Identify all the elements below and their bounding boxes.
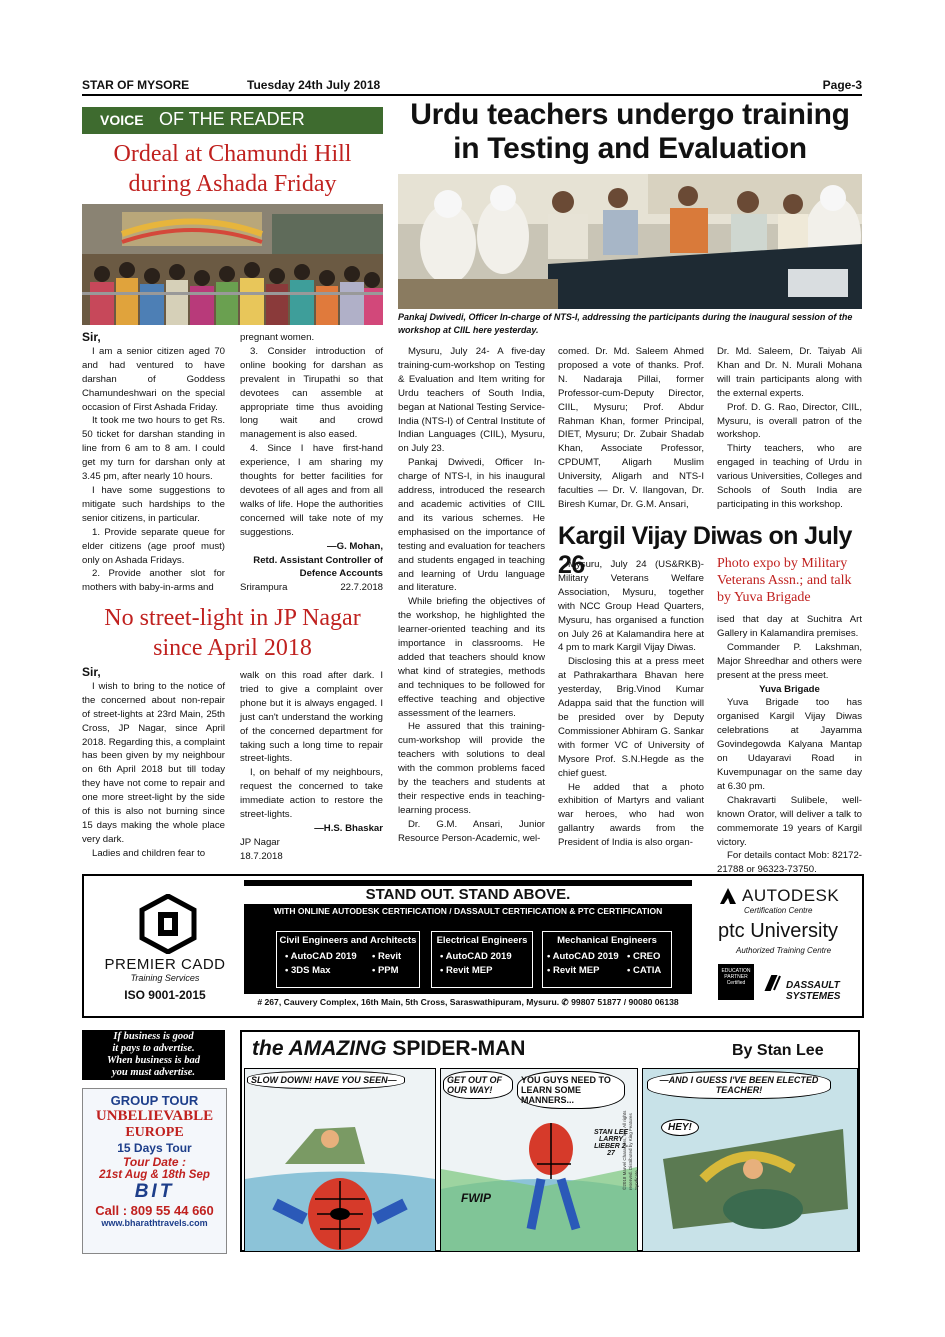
comic-title-pre: the bbox=[252, 1037, 289, 1060]
premier-cadd-logo-icon bbox=[138, 894, 198, 954]
comic-title-mid: AMAZING bbox=[288, 1037, 387, 1060]
comic-title bbox=[252, 1037, 525, 1061]
kargil-paragraph: Chakravarti Sulibele, well-known Orator, will deliver a talk to commemorate 19 years of Kargil victory. bbox=[717, 794, 862, 848]
letter2-headline bbox=[82, 603, 383, 663]
workshop-photo bbox=[398, 174, 862, 309]
autodesk-sublabel: Certification Centre bbox=[744, 906, 813, 915]
dassault-logo-icon bbox=[764, 974, 782, 992]
course-box-title: Electrical Engineers bbox=[436, 935, 528, 946]
letter1-signature-title: Defence Accounts bbox=[299, 568, 383, 580]
tour-phone: Call : 809 55 44 660 bbox=[95, 1203, 214, 1218]
kargil-paragraph: For details contact Mob: 82172-21788 or 96323-73750. bbox=[717, 850, 862, 876]
course-item: • Revit MEP bbox=[547, 965, 600, 976]
comic-panel-1 bbox=[244, 1068, 436, 1252]
course-box-civil bbox=[276, 931, 420, 988]
comic-bubble-1: SLOW DOWN! HAVE YOU SEEN— bbox=[247, 1071, 405, 1089]
slogan-line: it pays to advertise. bbox=[112, 1043, 195, 1054]
tour-line1: GROUP TOUR bbox=[110, 1093, 199, 1108]
tour-line4: 15 Days Tour bbox=[117, 1141, 192, 1155]
kargil-col1 bbox=[558, 558, 704, 850]
dassault-label: DASSAULT SYSTEMES bbox=[786, 980, 841, 1002]
course-item: • 3DS Max bbox=[285, 965, 331, 976]
letter2-paragraph: walk on this road after dark. I tried to give a complaint over phone but it is always engaged. I just can't understand the working of the concerned department for taking such a long time to repair street-lights. bbox=[240, 670, 383, 765]
letter2-headline-line2: since April 2018 bbox=[153, 635, 312, 661]
comic-panel-2 bbox=[440, 1068, 638, 1252]
premier-cadd-ad bbox=[82, 874, 864, 1018]
kargil-paragraph: ised that day at Suchitra Art Gallery in Kalamandira premises. bbox=[717, 614, 862, 639]
tour-line5: Tour Date : bbox=[123, 1155, 186, 1169]
tour-line6: 21st Aug & 18th Sep bbox=[99, 1169, 210, 1181]
tour-line3: EUROPE bbox=[125, 1125, 184, 1140]
urdu-paragraph: While briefing the objectives of the workshop, he highlighted the learner-oriented teaching and its importance in classrooms. He added that teachers should know what kind of strategies, methods and techniques to be followed for effective teaching and objective assessment of the learners. bbox=[398, 596, 545, 719]
letter2-col1 bbox=[82, 666, 225, 861]
comic-panel-3 bbox=[642, 1068, 858, 1252]
issue-date: Tuesday 24th July 2018 bbox=[247, 78, 381, 92]
urdu-paragraph: Dr. Md. Saleem, Dr. Taiyab Ali Khan and Dr. N. Murali Mohana will train participants along with the external experts. bbox=[717, 346, 862, 399]
kargil-subheadline-line: by Yuva Brigade bbox=[717, 590, 811, 605]
kargil-paragraph: Commander P. Lakshman, Major Shreedhar and others were present at the press meet. bbox=[717, 641, 862, 681]
autodesk-label: AUTODESK bbox=[742, 886, 840, 905]
letter2-signature-place: JP Nagar bbox=[240, 836, 280, 848]
voice-label: VOICE bbox=[100, 112, 144, 128]
autodesk-logo-icon bbox=[718, 886, 738, 906]
urdu-col1 bbox=[398, 345, 545, 846]
slogan-line: If business is good bbox=[113, 1031, 194, 1042]
letter1-paragraph: pregnant women. bbox=[240, 332, 315, 343]
premier-cadd-address: # 267, Cauvery Complex, 16th Main, 5th Cross, Saraswathipuram, Mysuru. ✆ 99807 51877 / 90080 06138 bbox=[244, 994, 692, 1010]
letter2-paragraph: I, on behalf of my neighbours, request the concerned to take immediate action to restore the street-lights. bbox=[240, 767, 383, 821]
letter1-col2 bbox=[240, 331, 383, 595]
comic-bubble-2a: GET OUT OF OUR WAY! bbox=[443, 1071, 513, 1099]
kargil-subhead: Yuva Brigade bbox=[759, 683, 820, 695]
urdu-paragraph: Pankaj Dwivedi, Officer In-charge of NTS-I, in his inaugural address, introduced the research and academic activities of CIIL and its various schemes. He emphasised on the importance of testing and evaluation for teachers and students engaged in teaching and learning of Urdu language and literature. bbox=[398, 457, 545, 594]
urdu-col3 bbox=[717, 345, 862, 512]
letter2-paragraph: Ladies and children fear to bbox=[92, 847, 206, 859]
letter1-paragraph: 4. Since I have first-hand experience, I am sharing my thoughts for better facilities for devotees of all ages and from all walks of life. Hope the authorities concerned will take note of my suggestions. bbox=[240, 443, 383, 538]
kargil-subheadline bbox=[717, 555, 862, 606]
europe-tour-ad bbox=[82, 1088, 227, 1254]
urdu-headline-line1: Urdu teachers undergo training bbox=[410, 98, 850, 131]
tour-logo: BIT bbox=[134, 1181, 175, 1202]
urdu-headline bbox=[398, 98, 862, 166]
voice-subtitle: OF THE READER bbox=[159, 109, 305, 129]
kargil-paragraph: Disclosing this at a press meet at Pathrakarthara Bhavan here yesterday, Brig.Vinod Kumar Adappa said that the function will be presided over by Deputy Commissioner Abhiram G. Sankar with former VC of University of Mysore Prof. S.N.Hegde as the chief guest. bbox=[558, 656, 704, 779]
letter1-headline bbox=[82, 139, 383, 199]
kargil-paragraph: He added that a photo exhibition of Martyrs and valiant war heroes, who had won gallantry awards from the President of India is also organ- bbox=[558, 781, 704, 849]
kargil-subheadline-line: Photo expo by Military bbox=[717, 556, 848, 571]
urdu-paragraph: He assured that this training-cum-workshop will provide the teachers with solutions to deal with the common problems faced by the teachers and students at their respective ends in teaching-learning process. bbox=[398, 721, 545, 816]
comic-byline: By Stan Lee bbox=[732, 1042, 824, 1059]
letter1-signature-date: 22.7.2018 bbox=[340, 582, 383, 594]
page-number: Page-3 bbox=[822, 78, 862, 92]
tour-website[interactable]: www.bharathtravels.com bbox=[101, 1218, 208, 1228]
letter2-col2 bbox=[240, 669, 383, 864]
letter1-signature-name: —G. Mohan, bbox=[327, 540, 383, 552]
urdu-col2 bbox=[558, 345, 704, 512]
urdu-paragraph: Prof. D. G. Rao, Director, CIIL, Mysuru, is overall patron of the workshop. bbox=[717, 401, 862, 441]
letter1-col1 bbox=[82, 331, 225, 595]
letter1-paragraph: 1. Provide separate queue for elder citizens (age proof must) only on Ashada Fridays. bbox=[82, 526, 225, 566]
workshop-photo-caption: Pankaj Dwivedi, Officer In-charge of NTS-I, addressing the participants during the inaugural session of the workshop at CIIL here yesterday. bbox=[398, 312, 853, 335]
letter1-signature-place: Srirampura bbox=[240, 582, 288, 594]
urdu-paragraph: Mysuru, July 24- A five-day training-cum-workshop on Testing & Evaluation and Item writing for Urdu teachers of South India, began at National Testing Service-India (NTS-I) of Central Institute of Indian Languages (CIIL), Mysuru, on July 23. bbox=[398, 346, 545, 455]
slogan-line: When business is bad bbox=[106, 1055, 201, 1066]
course-box-mechanical bbox=[542, 931, 672, 988]
comic-title-post: SPIDER-MAN bbox=[386, 1037, 526, 1060]
comic-bubble-3: —AND I GUESS I'VE BEEN ELECTED TEACHER! bbox=[647, 1071, 831, 1099]
letter2-salutation: Sir, bbox=[82, 665, 101, 679]
comic-signature: STAN LEE LARRY LIEBER 2-27 bbox=[593, 1129, 629, 1157]
letter1-paragraph: I have some suggestions to mitigate such hardships to the senior citizens, in particular. bbox=[82, 484, 225, 524]
premier-cadd-tagline: Training Services bbox=[130, 973, 200, 983]
course-item: • AutoCAD 2019 bbox=[547, 951, 619, 962]
spiderman-comic bbox=[240, 1030, 860, 1252]
course-box-title: Civil Engineers and Architects bbox=[279, 935, 417, 946]
voice-banner bbox=[82, 107, 383, 134]
paper-name: STAR OF MYSORE bbox=[82, 78, 190, 92]
letter1-paragraph: I am a senior citizen aged 70 and had ventured to have darshan of Goddess Chamundeshwari on the special occasion of First Ashada Friday. bbox=[82, 345, 225, 413]
premier-cadd-name: PREMIER CADD bbox=[104, 956, 226, 973]
course-box-title: Mechanical Engineers bbox=[557, 935, 657, 946]
letter2-headline-line1: No street-light in JP Nagar bbox=[104, 605, 361, 631]
comic-sfx: FWIP bbox=[461, 1191, 491, 1205]
letter2-paragraph: I wish to bring to the notice of the concerned about non-repair of street-lights at 23rd Main, 25th Cross, JP Nagar, since April 2018. Regarding this, a complaint has been given by my neighbour on 6th April 2018 but till today they have not come to repair and one more street-light by the side of this is also not burning since 15 days making the whole place very dark. bbox=[82, 680, 225, 845]
letter1-signature-title: Retd. Assistant Controller of bbox=[253, 554, 383, 566]
ptc-label: ptc University bbox=[718, 920, 839, 942]
letter1-headline-line2: during Ashada Friday bbox=[128, 171, 337, 197]
kargil-subheadline-line: Veterans Assn.; and talk bbox=[717, 573, 852, 588]
education-partner-badge: EDUCATION PARTNER Certified bbox=[718, 964, 754, 1000]
comic-bubble-2b: YOU GUYS NEED TO LEARN SOME MANNERS... bbox=[517, 1071, 625, 1109]
ptc-sublabel: Authorized Training Centre bbox=[736, 946, 832, 955]
premier-cadd-offer-panel bbox=[244, 880, 692, 1010]
course-box-electrical bbox=[431, 931, 533, 988]
premier-cadd-subline: WITH ONLINE AUTODESK CERTIFICATION / DASSAULT CERTIFICATION & PTC CERTIFICATION bbox=[273, 906, 663, 916]
course-item: • Revit bbox=[372, 951, 402, 962]
kargil-col2 bbox=[717, 613, 862, 877]
comic-bubble-3b: HEY! bbox=[661, 1119, 699, 1136]
temple-crowd-photo bbox=[82, 204, 383, 325]
letter1-headline-line1: Ordeal at Chamundi Hill bbox=[113, 141, 352, 167]
letter2-signature-name: —H.S. Bhaskar bbox=[314, 822, 383, 834]
premier-cadd-headline: STAND OUT. STAND ABOVE. bbox=[244, 886, 692, 904]
course-item: • AutoCAD 2019 bbox=[285, 951, 357, 962]
urdu-headline-line2: in Testing and Evaluation bbox=[453, 132, 807, 165]
course-item: • Revit MEP bbox=[440, 965, 493, 976]
letter1-paragraph: 2. Provide another slot for mothers with baby-in-arms and bbox=[82, 568, 225, 594]
masthead-rule bbox=[82, 94, 862, 96]
premier-cadd-iso: ISO 9001-2015 bbox=[124, 988, 206, 1002]
urdu-paragraph: Thirty teachers, who are engaged in teaching of Urdu in various Universities, Colleges and Schools of South India are participating in this workshop. bbox=[717, 443, 862, 510]
letter1-salutation: Sir, bbox=[82, 330, 101, 344]
course-item: • AutoCAD 2019 bbox=[440, 951, 512, 962]
urdu-paragraph: Dr. G.M. Ansari, Junior Resource Person-Academic, wel- bbox=[398, 818, 545, 844]
advertise-slogan-ad bbox=[82, 1030, 225, 1080]
comic-copyright: ©2018 Marvel Characters, Inc. All rights reserved. Distributed by King Features Syndicate bbox=[622, 1110, 639, 1190]
course-item: • PPM bbox=[372, 965, 399, 976]
urdu-paragraph: comed. Dr. Md. Saleem Ahmed proposed a vote of thanks. Prof. N. Nadaraja Pillai, former Professor-cum-Deputy Director, CIIL, Mysuru; Prof. Abdur Rahman Khan, former Principal, DIET, Mysuru; Dr. Zubair Shadab Khan, Associate Professor, CPDUMT, Aligarh Muslim University, Aligarh and NTS-I faculties — Dr. V. Ilangovan, Dr. Biresh Kumar, Dr. G.M. Ansari, bbox=[558, 346, 704, 510]
kargil-headline: Kargil Vijay Diwas on July 26 bbox=[558, 522, 852, 579]
kargil-paragraph: Mysuru, July 24 (US&RKB)- Military Veterans Welfare Association, Mysuru, together with NCC Group Head Quarters, Mysuru, has organised a function on July 26 at Kalamandira here at 4 pm to mark Kargil Vijay Diwas. bbox=[558, 559, 704, 654]
course-item: • CREO bbox=[627, 951, 661, 962]
letter1-signature-footer bbox=[240, 581, 383, 595]
letter1-paragraph: 3. Consider introduction of online booking for darshan as prevalent in Tirupathi so that devotees can assemble at appropriate time thus avoiding long wait and crowd management is also eased. bbox=[240, 345, 383, 441]
tour-line2: UNBELIEVABLE bbox=[95, 1108, 214, 1124]
letter1-paragraph: It took me two hours to get Rs. 50 ticket for darshan standing in line from 6 am to 8 am. I could get my turn for darshan only at 3.45 pm, after nearly 10 hours. bbox=[82, 415, 225, 483]
letter2-signature-date: 18.7.2018 bbox=[240, 850, 283, 862]
course-item: • CATIA bbox=[627, 965, 662, 976]
slogan-line: you must advertise. bbox=[111, 1067, 196, 1078]
kargil-paragraph: Yuva Brigade too has organised Kargil Vijay Diwas celebrations at Jayamma Govindegowda Kalyana Mantap on Udayaravi Road in Kuvempunagar on the same day at 6.30 pm. bbox=[717, 697, 862, 792]
